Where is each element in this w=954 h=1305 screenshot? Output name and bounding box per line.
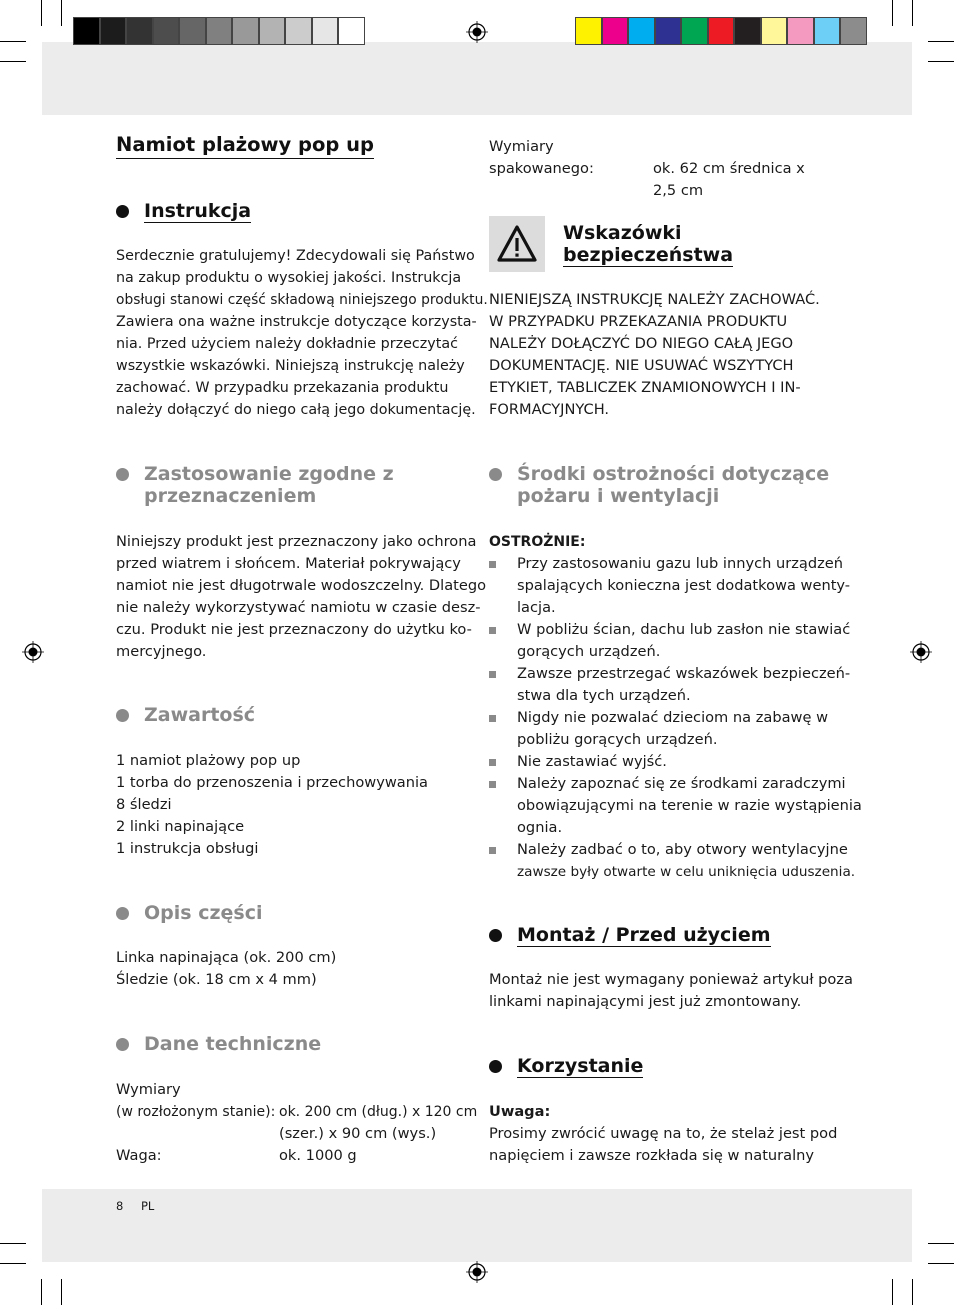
warning-box (489, 216, 545, 272)
color-swatch (126, 17, 153, 45)
crop-mark (928, 61, 954, 62)
text-line: nia. Przed użyciem należy dokładnie przeczytać (116, 336, 458, 352)
caution-label: OSTROŻNIE: (489, 534, 586, 550)
color-swatch (206, 17, 233, 45)
list-item: lacja. (517, 599, 556, 616)
text-line: Niniejszy produkt jest przeznaczony jako ochrona (116, 533, 477, 550)
color-swatch (259, 17, 286, 45)
crop-mark (41, 0, 42, 26)
crop-mark (912, 0, 913, 26)
text-line: na zakup produktu o wysokiej jakości. Instrukcja (116, 270, 462, 286)
list-item: Zawsze przestrzegać wskazówek bezpieczeń- (517, 665, 851, 682)
list-item: Linka napinająca (ok. 200 cm) (116, 949, 337, 966)
spec-label: (w rozłożonym stanie): (116, 1104, 276, 1120)
crop-mark (61, 1279, 62, 1305)
text-line: Prosimy zwrócić uwagę na to, że stelaż jest pod (489, 1125, 838, 1142)
list-item: 1 instrukcja obsługi (116, 840, 259, 857)
crop-mark (928, 1243, 954, 1244)
bullet-square-icon (489, 847, 496, 854)
bullet-square-icon (489, 759, 496, 766)
color-swatch (734, 17, 761, 45)
list-item: 2 linki napinające (116, 818, 245, 835)
text-line: mercyjnego. (116, 643, 207, 660)
bullet-square-icon (489, 671, 496, 678)
color-swatch (814, 17, 841, 45)
page-number: 8 (116, 1199, 124, 1213)
list-item: Nie zastawiać wyjść. (517, 753, 667, 770)
spec-value: ok. 200 cm (dług.) x 120 cm (279, 1104, 478, 1120)
spec-label: Waga: (116, 1147, 162, 1164)
crop-mark (912, 1279, 913, 1305)
registration-mark-icon (910, 641, 932, 663)
color-swatch (655, 17, 682, 45)
text-line: zachować. W przypadku przekazania produktu (116, 380, 449, 396)
bullet-square-icon (489, 715, 496, 722)
crop-mark (892, 1279, 893, 1305)
color-swatch (787, 17, 814, 45)
bullet-square-icon (489, 781, 496, 788)
crop-mark (0, 41, 26, 42)
list-item: W pobliżu ścian, dachu lub zasłon nie stawiać (517, 621, 851, 638)
registration-mark-icon (22, 641, 44, 663)
color-swatch (761, 17, 788, 45)
list-item: Należy zapoznać się ze środkami zaradczymi (517, 775, 846, 792)
text-line: NIENIEJSZĄ INSTRUKCJĘ NALEŻY ZACHOWAĆ. (489, 291, 820, 308)
color-swatch (153, 17, 180, 45)
heading-bullet-icon (116, 1038, 129, 1051)
color-swatch (708, 17, 735, 45)
text-line: NALEŻY DOŁĄCZYĆ DO NIEGO CAŁĄ JEGO (489, 335, 794, 352)
language-code: PL (141, 1199, 155, 1213)
text-line: wszystkie wskazówki. Niniejszą instrukcję należy (116, 358, 465, 374)
text-line: napięciem i zawsze rozkłada się w naturalny (489, 1147, 815, 1164)
text-line: linkami napinającymi jest już zmontowany. (489, 993, 802, 1010)
crop-mark (928, 41, 954, 42)
list-item: spalających konieczna jest dodatkowa wenty- (517, 577, 851, 594)
spec-label: spakowanego: (489, 160, 594, 177)
grayscale-calibration-bar (73, 17, 365, 46)
color-swatch (681, 17, 708, 45)
spec-label: Wymiary (489, 138, 554, 155)
spec-value: ok. 62 cm średnica x (653, 160, 805, 177)
crop-mark (892, 0, 893, 26)
list-item: stwa dla tych urządzeń. (517, 687, 691, 704)
text-line: Zawiera ona ważne instrukcje dotyczące korzysta- (116, 314, 477, 330)
list-item: 1 namiot plażowy pop up (116, 752, 301, 769)
list-item: obowiązującymi na terenie w razie wystąpienia (517, 797, 862, 814)
registration-mark-icon (466, 21, 488, 43)
text-line: przed wiatrem i słońcem. Materiał pokrywający (116, 555, 461, 572)
bullet-square-icon (489, 561, 496, 568)
heading-bullet-icon (489, 468, 502, 481)
spec-label: Wymiary (116, 1081, 181, 1098)
heading-bullet-icon (116, 205, 129, 218)
crop-mark (41, 1279, 42, 1305)
color-swatch (628, 17, 655, 45)
text-line: ETYKIET, TABLICZEK ZNAMIONOWYCH I IN- (489, 379, 801, 396)
spec-value: (szer.) x 90 cm (wys.) (279, 1125, 437, 1142)
heading-bullet-icon (489, 929, 502, 942)
list-item: ognia. (517, 819, 563, 836)
color-swatch (285, 17, 312, 45)
text-line: Serdecznie gratulujemy! Zdecydowali się Państwo (116, 248, 475, 264)
text-line: DOKUMENTACJĘ. NIE USUWAĆ WSZYTYCH (489, 357, 794, 374)
list-item: 1 torba do przenoszenia i przechowywania (116, 774, 428, 791)
color-swatch (840, 17, 867, 45)
color-swatch (232, 17, 259, 45)
color-swatch (312, 17, 339, 45)
spec-value: 2,5 cm (653, 182, 704, 199)
color-swatch (73, 17, 100, 45)
color-swatch (602, 17, 629, 45)
text-line: należy dołączyć do niego całą jego dokumentację. (116, 402, 476, 418)
color-swatch (338, 17, 365, 45)
crop-mark (928, 1263, 954, 1264)
registration-mark-icon (466, 1261, 488, 1283)
color-swatch (575, 17, 602, 45)
color-swatch (100, 17, 127, 45)
text-line: W PRZYPADKU PRZEKAZANIA PRODUKTU (489, 313, 788, 330)
list-item: Przy zastosowaniu gazu lub innych urządzeń (517, 555, 844, 572)
list-item: Śledzie (ok. 18 cm x 4 mm) (116, 971, 317, 988)
text-line: FORMACYJNYCH. (489, 401, 610, 418)
spec-value: ok. 1000 g (279, 1147, 357, 1164)
crop-mark (61, 0, 62, 26)
text-line: namiot nie jest długotrwale wodoszczelny. Dlatego (116, 577, 487, 594)
text-line: czu. Produkt nie jest przeznaczony do użytku ko- (116, 621, 472, 638)
heading-bullet-icon (489, 1060, 502, 1073)
list-item: pobliżu gorących urządzeń. (517, 731, 718, 748)
crop-mark (0, 61, 26, 62)
footer-band (42, 1189, 912, 1262)
list-item: Należy zadbać o to, aby otwory wentylacyjne (517, 841, 848, 858)
list-item: Nigdy nie pozwalać dzieciom na zabawę w (517, 709, 829, 726)
heading-bullet-icon (116, 468, 129, 481)
page-title: Namiot plażowy pop up (116, 133, 374, 159)
text-line: nie należy wykorzystywać namiotu w czasie desz- (116, 599, 481, 616)
text-line: obsługi stanowi część składową niniejszego produktu. (116, 292, 488, 308)
list-item: gorących urządzeń. (517, 643, 661, 660)
warning-triangle-icon (489, 216, 545, 272)
color-calibration-bar (575, 17, 867, 46)
list-item: zawsze były otwarte w celu uniknięcia uduszenia. (517, 864, 856, 880)
crop-mark (0, 1263, 26, 1264)
color-swatch (179, 17, 206, 45)
list-item: 8 śledzi (116, 796, 172, 813)
text-line: Montaż nie jest wymagany ponieważ artykuł poza (489, 971, 853, 988)
crop-mark (0, 1243, 26, 1244)
heading-bullet-icon (116, 907, 129, 920)
note-label: Uwaga: (489, 1103, 551, 1120)
heading-bullet-icon (116, 709, 129, 722)
bullet-square-icon (489, 627, 496, 634)
header-band (42, 42, 912, 115)
